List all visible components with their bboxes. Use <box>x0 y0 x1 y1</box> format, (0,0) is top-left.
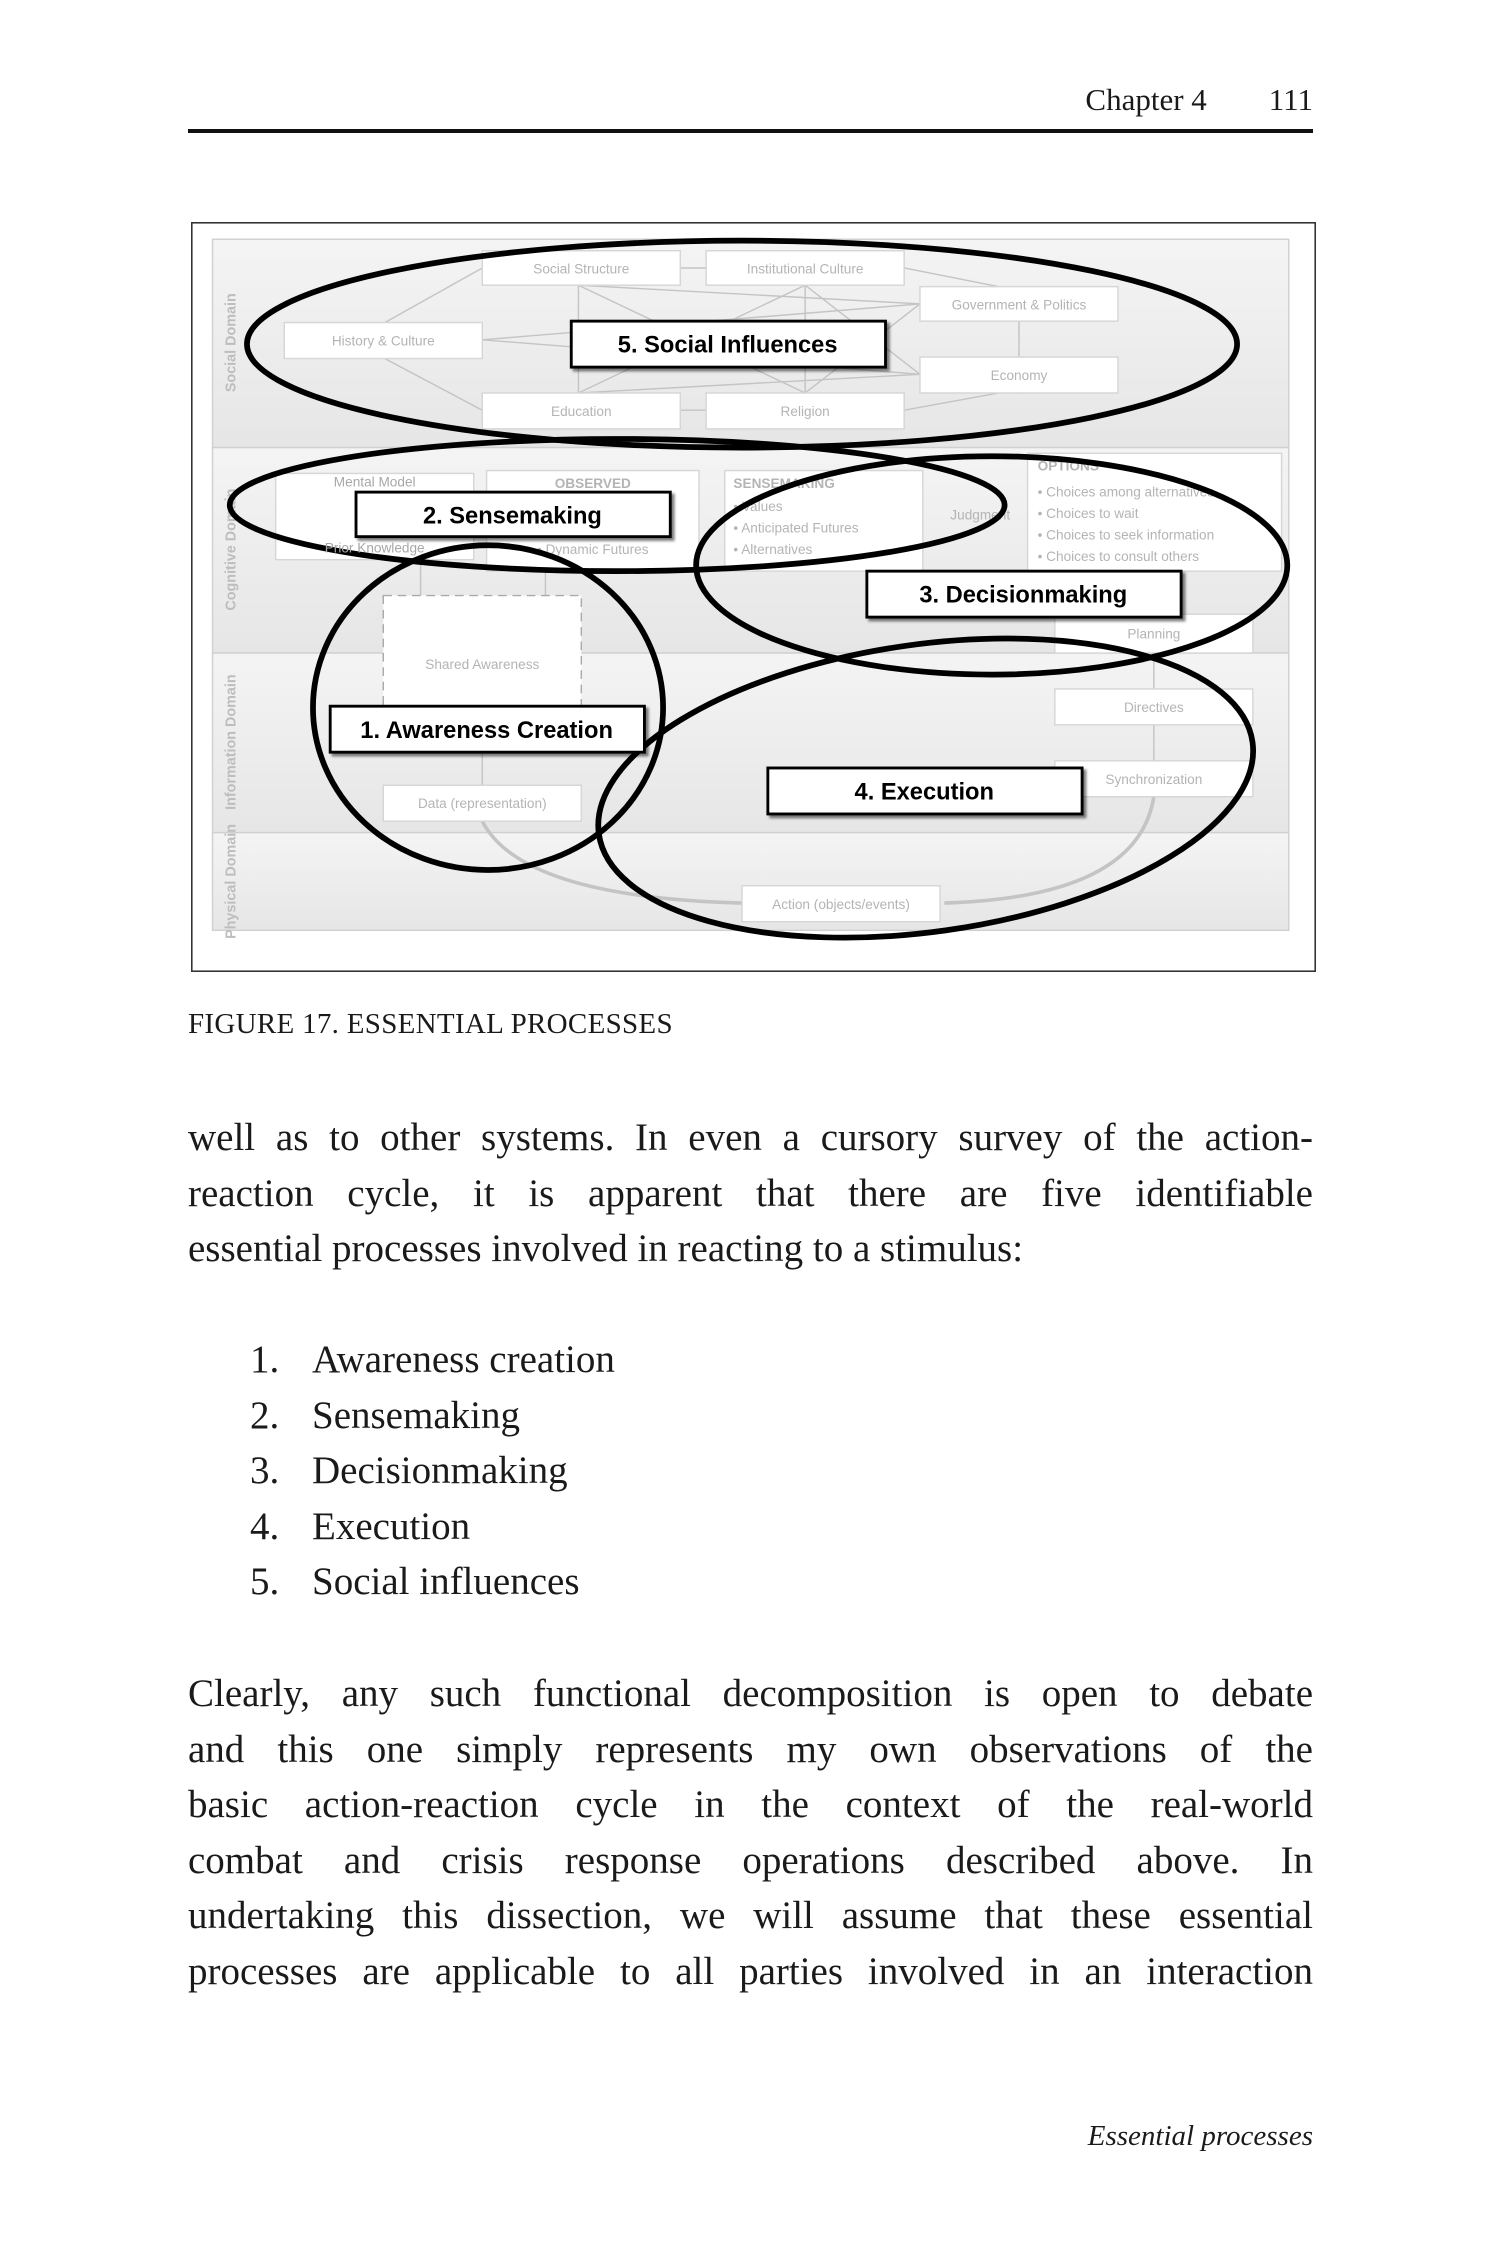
text-line: and this one simply represents my own observations of the <box>188 1727 1313 1771</box>
list-text: Social influences <box>312 1560 580 1604</box>
page-number: 111 <box>1268 82 1313 117</box>
header-rule <box>188 129 1313 133</box>
box-data-representation: Data (representation) <box>417 796 547 812</box>
box-education: Education <box>551 403 612 419</box>
process-label-execution: 4. Execution <box>854 779 994 806</box>
domain-label-social: Social Domain <box>223 293 240 393</box>
running-footer: Essential processes <box>1087 2120 1313 2152</box>
list-number: 5. <box>250 1560 280 1604</box>
process-label-decisionmaking: 3. Decisionmaking <box>919 582 1128 609</box>
box-prior-knowledge: Prior Knowledge <box>324 540 425 556</box>
list-text: Awareness creation <box>312 1338 615 1381</box>
box-observed-title: OBSERVED <box>554 475 631 491</box>
box-choice-2: • Choices to wait <box>1037 505 1139 521</box>
box-judgment: Judgment <box>950 507 1011 523</box>
text-line: well as to other systems. In even a cursory survey of the action- <box>188 1116 1313 1159</box>
box-directives: Directives <box>1123 699 1184 715</box>
list-item <box>250 1388 615 1444</box>
domain-label-cognitive: Cognitive Domain <box>223 488 240 611</box>
list-item <box>250 1332 615 1388</box>
text-line: undertaking this dissection, we will assume that these essential <box>188 1894 1313 1938</box>
box-religion: Religion <box>780 403 830 419</box>
text-line: processes are applicable to all parties involved in an interaction <box>188 1949 1313 1993</box>
figure-caption: FIGURE 17. ESSENTIAL PROCESSES <box>188 1008 673 1040</box>
text-line: Clearly, any such functional decomposition is open to debate <box>188 1672 1313 1715</box>
chapter-label: Chapter 4 <box>1085 82 1207 117</box>
paragraph-1 <box>188 1110 1313 1277</box>
box-values: • Values <box>733 498 783 514</box>
box-social-structure: Social Structure <box>533 261 630 277</box>
box-synchronization: Synchronization <box>1105 771 1203 787</box>
process-label-sensemaking: 2. Sensemaking <box>422 503 602 530</box>
box-history-culture: History & Culture <box>331 333 435 349</box>
text-line: reaction cycle, it is apparent that there are five identifiable <box>188 1171 1313 1215</box>
list-text: Sensemaking <box>312 1393 520 1437</box>
box-anticipated-futures: • Anticipated Futures <box>733 520 859 536</box>
list-item <box>250 1554 615 1610</box>
domain-label-information: Information Domain <box>223 674 240 810</box>
box-mental-model: Mental Model <box>333 474 416 490</box>
list-item <box>250 1443 615 1499</box>
box-economy: Economy <box>990 368 1048 384</box>
process-label-social-influences: 5. Social Influences <box>617 332 838 359</box>
list-item <box>250 1499 615 1555</box>
box-options-title: OPTIONS <box>1037 458 1099 474</box>
box-choice-1: • Choices among alternatives <box>1037 484 1215 500</box>
list-number: 4. <box>250 1504 280 1548</box>
list-number: 1. <box>250 1338 280 1381</box>
box-choice-3: • Choices to seek information <box>1037 527 1215 543</box>
list-number: 2. <box>250 1393 280 1437</box>
paragraph-2 <box>188 1666 1313 2000</box>
box-sensemaking-title: SENSEMAKING <box>733 475 835 491</box>
process-list <box>250 1332 615 1610</box>
box-choice-4: • Choices to consult others <box>1037 549 1200 565</box>
box-institutional-culture: Institutional Culture <box>746 261 864 277</box>
box-shared-awareness: Shared Awareness <box>425 656 540 672</box>
box-government-politics: Government & Politics <box>951 297 1087 313</box>
running-header <box>188 82 1313 126</box>
process-label-awareness-creation: 1. Awareness Creation <box>360 717 613 744</box>
text-line: combat and crisis response operations described above. In <box>188 1838 1313 1882</box>
list-text: Execution <box>312 1504 471 1548</box>
text-line: basic action-reaction cycle in the context of the real-world <box>188 1783 1313 1827</box>
box-action: Action (objects/events) <box>772 896 910 912</box>
domain-label-physical: Physical Domain <box>223 824 240 939</box>
text-line: essential processes involved in reacting to a stimulus: <box>188 1227 1024 1271</box>
list-number: 3. <box>250 1449 280 1493</box>
box-dynamic-futures: • Dynamic Futures <box>537 541 649 557</box>
list-text: Decisionmaking <box>312 1449 568 1493</box>
box-alternatives: • Alternatives <box>733 541 813 557</box>
box-planning: Planning <box>1127 626 1181 642</box>
essential-processes-figure <box>191 222 1316 972</box>
